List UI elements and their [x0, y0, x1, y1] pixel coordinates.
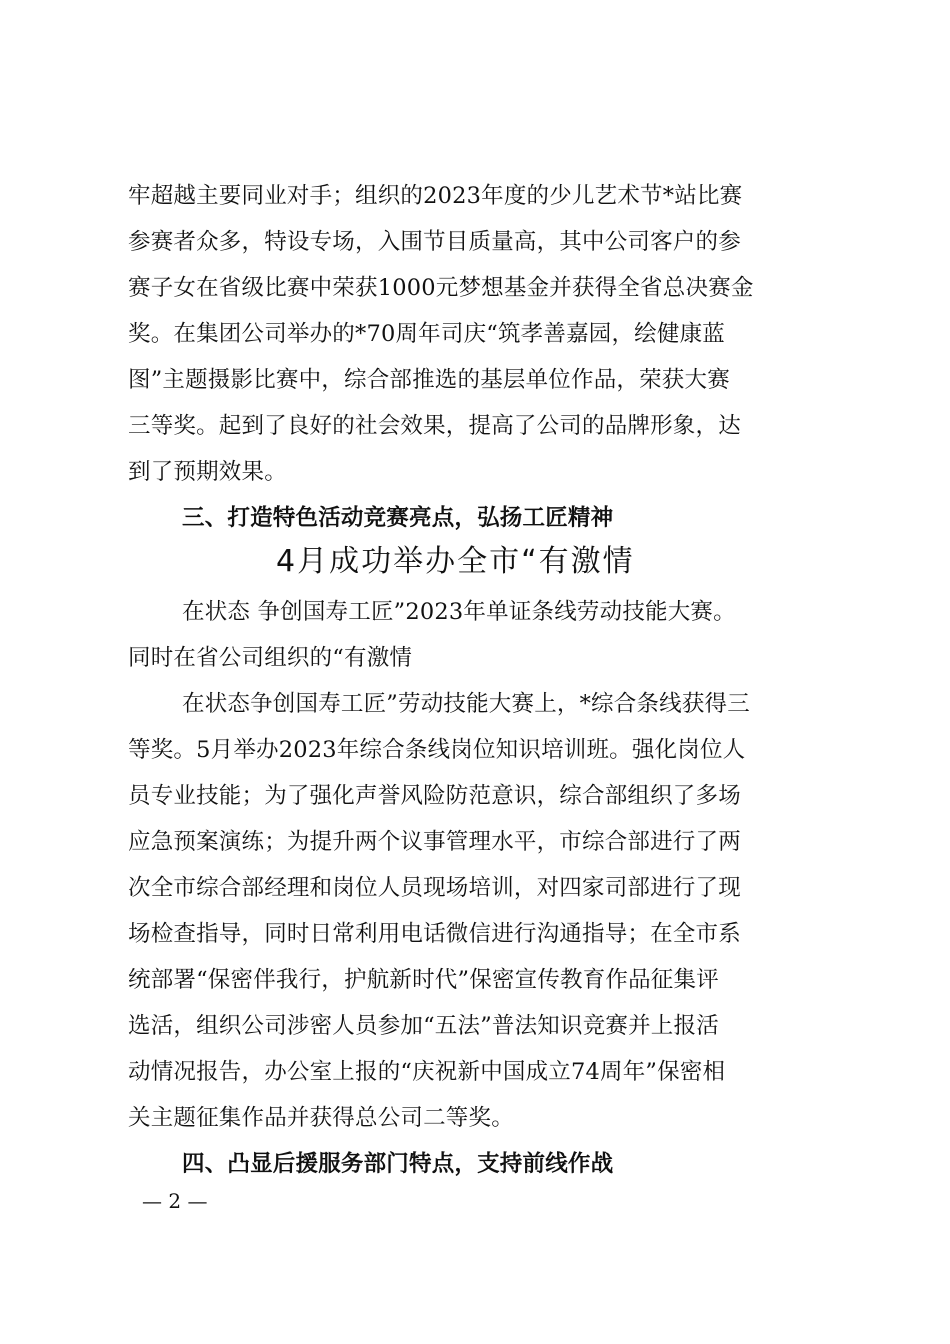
paragraph-line: 动情况报告，办公室上报的“庆祝新中国成立74周年”保密相 — [128, 1059, 726, 1085]
paragraph-line: 应急预案演练；为提升两个议事管理水平，市综合部进行了两 — [128, 829, 741, 855]
paragraph-line: 次全市综合部经理和岗位人员现场培训，对四家司部进行了现 — [128, 875, 741, 901]
paragraph-line: 等奖。5月举办2023年综合条线岗位知识培训班。强化岗位人 — [128, 737, 746, 763]
section-4-heading: 四、凸显后援服务部门特点，支持前线作战 — [182, 1151, 614, 1177]
paragraph-line: 关主题征集作品并获得总公司二等奖。 — [128, 1105, 514, 1131]
paragraph-line: 赛子女在省级比赛中荣获1000元梦想基金并获得全省总决赛金 — [128, 275, 754, 301]
paragraph-line: 三等奖。起到了良好的社会效果，提高了公司的品牌形象，达 — [128, 413, 741, 439]
paragraph-line: 到了预期效果。 — [128, 459, 287, 485]
paragraph-line: 图”主题摄影比赛中，综合部推选的基层单位作品，荣获大赛 — [128, 367, 730, 393]
section-3-subtitle: 4月成功举办全市“有激情 — [276, 544, 635, 579]
paragraph-line: 同时在省公司组织的“有激情 — [128, 645, 413, 671]
page-number: — 2 — — [142, 1189, 208, 1213]
paragraph-line: 在状态争创国寿工匠”劳动技能大赛上，*综合条线获得三 — [182, 691, 750, 717]
paragraph-line: 场检查指导，同时日常利用电话微信进行沟通指导；在全市系 — [128, 921, 741, 947]
paragraph-line: 选活，组织公司涉密人员参加“五法”普法知识竞赛并上报活 — [128, 1013, 719, 1039]
paragraph-line: 员专业技能；为了强化声誉风险防范意识，综合部组织了多场 — [128, 783, 741, 809]
paragraph-line: 统部署“保密伴我行，护航新时代”保密宣传教育作品征集评 — [128, 967, 719, 993]
section-3-heading: 三、打造特色活动竞赛亮点，弘扬工匠精神 — [182, 505, 614, 531]
paragraph-line: 奖。在集团公司举办的*70周年司庆“筑孝善嘉园，绘健康蓝 — [128, 321, 725, 347]
paragraph-line: 参赛者众多，特设专场，入围节目质量高，其中公司客户的参 — [128, 229, 741, 255]
paragraph-line: 在状态 争创国寿工匠”2023年单证条线劳动技能大赛。 — [182, 599, 736, 625]
paragraph-line: 牢超越主要同业对手；组织的2023年度的少儿艺术节*站比赛 — [128, 183, 743, 209]
